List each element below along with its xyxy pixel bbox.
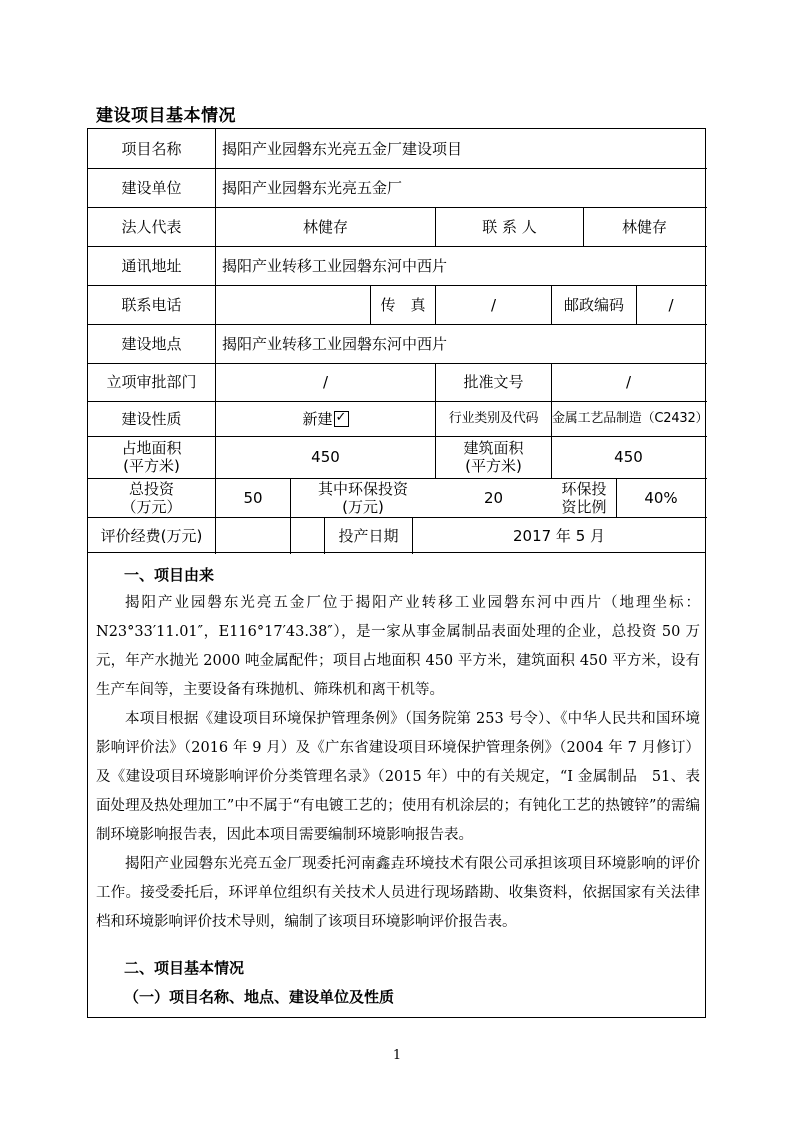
construction-nature-value (216, 401, 435, 436)
subsection-1-title: （一）项目名称、地点、建设单位及性质 (124, 988, 395, 1006)
total-investment-label-line2: （万元） (121, 497, 182, 516)
phone-value (216, 285, 370, 324)
construction-site-value: 揭阳产业转移工业园磐东河中西片 (222, 334, 448, 353)
env-ratio-label-line2: 资比例 (561, 497, 607, 516)
basic-info-table (87, 128, 709, 553)
land-area-value: 450 (311, 448, 340, 466)
phone-label: 联系电话 (121, 295, 182, 314)
approval-doc-value: / (625, 373, 632, 391)
mail-address-value: 揭阳产业转移工业园磐东河中西片 (222, 256, 448, 275)
project-name-value: 揭阳产业园磐东光亮五金厂建设项目 (222, 139, 463, 158)
paragraph-regulations: 本项目根据《建设项目环境保护管理条例》（国务院第 253 号令）、《中华人民共和国环境影响评价法》（2016 年 9 月）及《广东省建设项目环境保护管理条例》（2004 年 7 月修订）及《建设项目环境影响评价分类管理名录》（2015 年）中的有关规定，“I 金属制品 51、表面处理及热处理加工”中不属于“有电镀工艺的；使用有机涂层的；有钝化工艺的热镀锌”的需编制环境影响报告表，因此本项目需要编制环境影响报告表。 (96, 711, 700, 843)
evaluation-fee-value (216, 517, 324, 554)
paragraph-origin: 揭阳产业园磐东光亮五金厂位于揭阳产业转移工业园磐东河中西片（地理坐标：N23°33′11.01″，E116°17′43.38″），是一家从事金属制品表面处理的企业，总投资 50 万元，年产水抛光 2000 吨金属配件；项目占地面积 450 平方米，建筑面积 450 平方米，设有生产车间等，主要设备有珠抛机、筛珠机和离干机等。 (96, 595, 700, 698)
approval-doc-label: 批准文号 (463, 373, 524, 391)
env-ratio-label-line1: 环保投 (561, 479, 607, 498)
section-1-content (96, 589, 700, 937)
mail-address-label: 通讯地址 (121, 256, 182, 275)
postcode-value: / (668, 295, 674, 314)
paragraph-commission: 揭阳产业园磐东光亮五金厂现委托河南鑫垚环境技术有限公司承担该项目环境影响的评价工作。接受委托后，环评单位组织有关技术人员进行现场踏勘、收集资料，依据国家有关法律档和环境影响评价技术导则，编制了该项目环境影响评价报告表。 (96, 856, 700, 930)
env-ratio-label (552, 478, 616, 517)
approval-dept-value: / (322, 373, 329, 391)
env-investment-label-line2: (万元) (342, 497, 384, 516)
checked-box-icon (334, 411, 349, 427)
production-date-label: 投产日期 (338, 526, 399, 545)
construction-unit-label: 建设单位 (121, 178, 182, 197)
production-date-value: 2017 年 5 月 (512, 526, 606, 545)
fax-value: / (490, 295, 497, 314)
construction-site-label: 建设地点 (121, 334, 182, 353)
building-area-label-line1: 建筑面积 (463, 439, 524, 457)
industry-value: 金属工艺品制造（C2432） (552, 410, 709, 426)
new-build-text: 新建 (302, 409, 333, 428)
building-area-label-line2: (平方米) (465, 457, 522, 475)
section-2-title: 二、项目基本情况 (124, 959, 245, 977)
building-area-value: 450 (614, 448, 643, 466)
land-area-label-line2: (平方米) (123, 457, 180, 475)
total-investment-label-line1: 总投资 (128, 479, 174, 498)
project-name-label: 项目名称 (121, 139, 182, 158)
env-ratio-value: 40% (644, 488, 678, 507)
land-area-label-line1: 占地面积 (121, 439, 182, 457)
land-area-label (88, 436, 215, 478)
evaluation-fee-label: 评价经费(万元) (100, 526, 203, 545)
legal-rep-value: 林健存 (302, 217, 348, 236)
contact-person-value: 林健存 (621, 217, 667, 236)
approval-dept-label: 立项审批部门 (106, 373, 197, 391)
construction-unit-value: 揭阳产业园磐东光亮五金厂 (222, 178, 403, 197)
legal-rep-label: 法人代表 (121, 217, 182, 236)
section-1-title: 一、项目由来 (124, 566, 215, 584)
contact-person-label: 联 系 人 (482, 217, 537, 236)
project-description-box (87, 553, 706, 1018)
env-investment-label-line1: 其中环保投资 (317, 479, 408, 498)
total-investment-value: 50 (243, 488, 263, 507)
page-number: 1 (392, 1048, 402, 1063)
fax-label: 传 真 (380, 295, 426, 314)
postcode-label: 邮政编码 (563, 295, 624, 314)
construction-nature-label: 建设性质 (121, 409, 182, 428)
industry-label: 行业类别及代码 (448, 410, 539, 426)
env-investment-value: 20 (483, 488, 504, 507)
total-investment-label (88, 478, 215, 517)
page-heading: 建设项目基本情况 (96, 106, 236, 126)
env-investment-label (291, 478, 435, 517)
building-area-label (436, 436, 551, 478)
